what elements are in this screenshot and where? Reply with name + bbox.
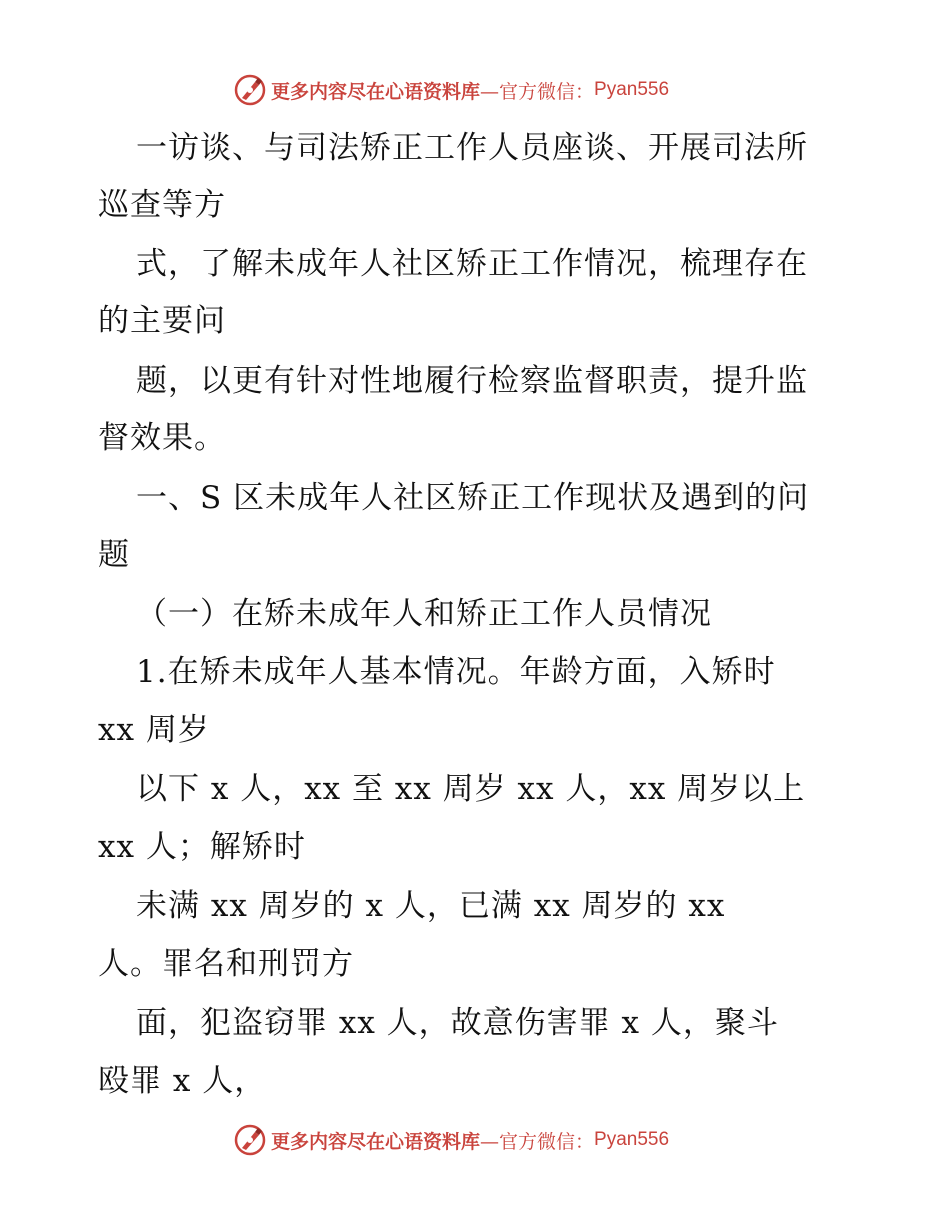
body-line: xx 周岁 xyxy=(98,712,210,748)
body-line: 面，犯盗窃罪 xx 人，故意伤害罪 x 人，聚斗 xyxy=(136,1005,779,1041)
header-watermark xyxy=(233,72,669,108)
pen-logo-icon xyxy=(233,1123,267,1157)
footer-watermark xyxy=(233,1122,669,1158)
body-line: 巡查等方 xyxy=(98,187,226,223)
body-line: xx 人；解矫时 xyxy=(98,829,306,865)
section-heading: 一、S 区未成年人社区矫正工作现状及遇到的问 xyxy=(136,480,810,516)
body-line: 题，以更有针对性地履行检察监督职责，提升监 xyxy=(136,363,808,399)
body-line: 的主要问 xyxy=(98,303,226,339)
body-line: 以下 x 人，xx 至 xx 周岁 xx 人，xx 周岁以上 xyxy=(136,771,806,807)
body-line: 一访谈、与司法矫正工作人员座谈、开展司法所 xyxy=(136,130,808,166)
watermark-official-label: —官方微信： xyxy=(480,80,595,103)
body-line: 人。罪名和刑罚方 xyxy=(98,946,354,982)
watermark-official-label: —官方微信： xyxy=(480,1130,595,1153)
watermark-wechat-id: Pyan556 xyxy=(594,1129,670,1150)
subsection-heading: （一）在矫未成年人和矫正工作人员情况 xyxy=(136,596,712,632)
watermark-text: 更多内容尽在心语资料库 xyxy=(271,80,481,103)
body-line: 未满 xx 周岁的 x 人，已满 xx 周岁的 xx xyxy=(136,888,726,924)
pen-logo-icon xyxy=(233,73,267,107)
body-line: 殴罪 x 人， xyxy=(98,1063,267,1099)
body-line: 式，了解未成年人社区矫正工作情况，梳理存在 xyxy=(136,246,808,282)
section-heading-cont: 题 xyxy=(98,537,130,573)
watermark-wechat-id: Pyan556 xyxy=(594,79,670,100)
watermark-text: 更多内容尽在心语资料库 xyxy=(271,1130,481,1153)
body-line: 1.在矫未成年人基本情况。年龄方面，入矫时 xyxy=(136,654,776,690)
body-line: 督效果。 xyxy=(98,420,226,456)
